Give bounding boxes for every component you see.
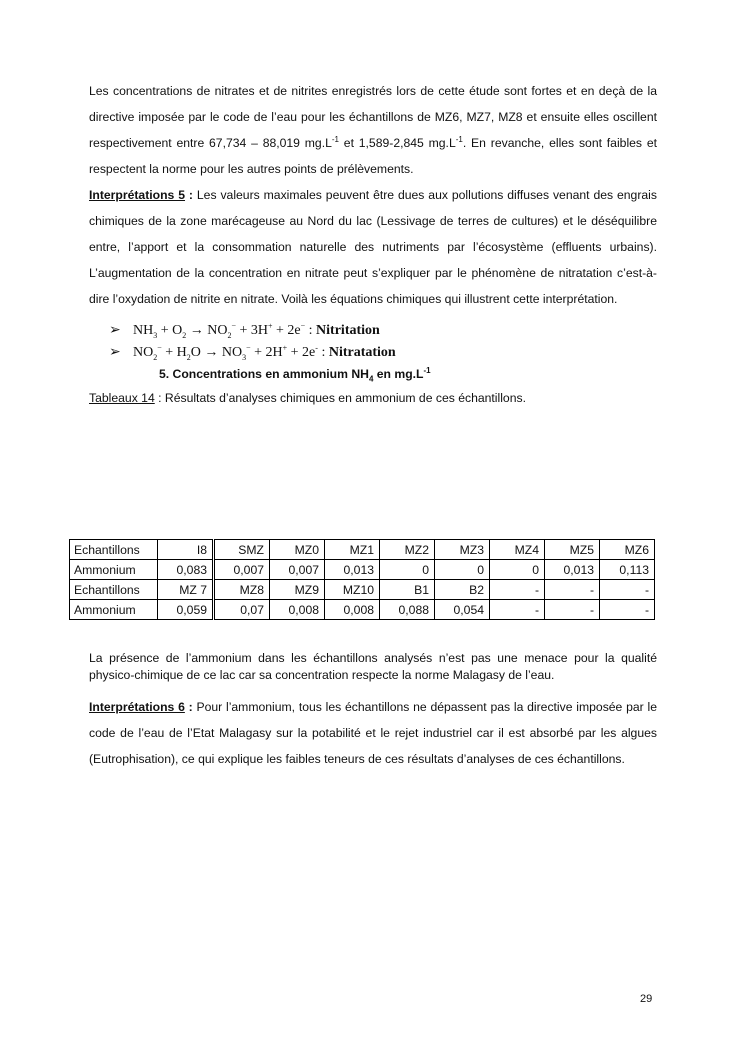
- table-cell: MZ 7: [158, 580, 214, 600]
- table-row: [70, 600, 655, 620]
- table-cell: 0: [380, 560, 435, 580]
- paragraph-ammonium: La présence de l’ammonium dans les échantillons analysés n’est pas une menace pour la qualité physico-chimique de ce lac car sa concentration respecte la norme Malagasy de l’eau.: [89, 651, 657, 682]
- table-row: [70, 560, 655, 580]
- table-row: [70, 540, 655, 560]
- equation-nitratation: ➢ $NO_2^- + H_2O \to NO_3^- + 2H^+ + 2e^-$ : Nitratation: [109, 342, 677, 364]
- table-cell: B1: [380, 580, 435, 600]
- table-cell: 0,088: [380, 600, 435, 620]
- table-cell: I8: [158, 540, 214, 560]
- page-number: 29: [640, 993, 653, 1005]
- table-cell: 0,083: [158, 560, 214, 580]
- table-cell: MZ1: [325, 540, 380, 560]
- table-cell: 0,008: [325, 600, 380, 620]
- equation-nitritation: ➢ $NH_3 + O_2 \to NO_2^- + 3H^+ + 2e^-$ : Nitritation: [109, 320, 677, 342]
- arrow-bullet-icon: ➢: [109, 323, 121, 338]
- table-cell: -: [600, 580, 655, 600]
- table-cell: SMZ: [214, 540, 270, 560]
- table-cell: -: [600, 600, 655, 620]
- paragraph-nitrates: Les concentrations de nitrates et de nitrites enregistrés lors de cette étude sont fortes et en deçà de la directive imposée par le code de l’eau pour les échantillons de MZ6, MZ7, MZ8 et ensuite elles oscillent respectivement entre 67,734 – 88,019 $mg.L^{-1}$ et 1,589-2,845 $mg.L^{-1}$. En revanche, elles sont faibles et respectent la norme pour les autres points de prélèvements.: [89, 84, 657, 176]
- table-cell: MZ4: [490, 540, 545, 560]
- row-header-cell: Echantillons: [70, 580, 158, 600]
- table-cell: -: [490, 600, 545, 620]
- table-cell: 0: [490, 560, 545, 580]
- table-caption: Tableaux 14 : Résultats d’analyses chimiques en ammonium de ces échantillons.: [89, 391, 526, 405]
- table-cell: MZ2: [380, 540, 435, 560]
- ammonium-table: [69, 539, 655, 620]
- arrow-bullet-icon: ➢: [109, 345, 121, 360]
- row-header-cell: Echantillons: [70, 540, 158, 560]
- table-cell: 0,113: [600, 560, 655, 580]
- table-cell: 0,013: [545, 560, 600, 580]
- table-cell: -: [545, 580, 600, 600]
- interpretation-6-label: Interprétations 6: [89, 700, 185, 714]
- page-body-lower: [89, 650, 657, 772]
- table-cell: 0,059: [158, 600, 214, 620]
- row-header-cell: Ammonium: [70, 560, 158, 580]
- table-cell: 0,013: [325, 560, 380, 580]
- row-header-cell: Ammonium: [70, 600, 158, 620]
- page-body: [89, 78, 657, 408]
- table-cell: 0,054: [435, 600, 490, 620]
- table-cell: 0,007: [270, 560, 325, 580]
- table-cell: MZ8: [214, 580, 270, 600]
- table-cell: B2: [435, 580, 490, 600]
- table-cell: 0: [435, 560, 490, 580]
- interpretation-5-label: Interprétations 5: [89, 188, 186, 202]
- table-cell: 0,007: [214, 560, 270, 580]
- table-cell: MZ9: [270, 580, 325, 600]
- interpretation-6: Interprétations 6 : Pour l’ammonium, tous les échantillons ne dépassent pas la directive imposée par le code de l’eau de l’Etat Malagasy sur la potabilité et le rejet industriel car il est absorbé par les algues (Eutrophisation), ce qui explique les faibles teneurs de ces résultats d’analyses de ces échantillons.: [89, 700, 657, 766]
- table-cell: MZ0: [270, 540, 325, 560]
- table-cell: MZ10: [325, 580, 380, 600]
- interpretation-5: Interprétations 5 : Les valeurs maximales peuvent être dues aux pollutions diffuses venant des engrais chimiques de la zone marécageuse au Nord du lac (Lessivage de terres de cultures) et le déséquilibre entre, l’apport et la consommation naturelle des nutriments par l’écosystème (effluents urbains). L’augmentation de la concentration en nitrate peut s’expliquer par le phénomène de nitratation c’est-à-dire l’oxydation de nitrite en nitrate. Voilà les équations chimiques qui illustrent cette interprétation.: [89, 188, 657, 306]
- table-cell: MZ6: [600, 540, 655, 560]
- table-row: [70, 580, 655, 600]
- section-heading: 5. Concentrations en ammonium $NH_4$ en $mg.L^{-1}$: [159, 365, 431, 384]
- table-cell: -: [490, 580, 545, 600]
- table-cell: MZ5: [545, 540, 600, 560]
- table-cell: -: [545, 600, 600, 620]
- table-cell: 0,07: [214, 600, 270, 620]
- table-cell: MZ3: [435, 540, 490, 560]
- table-cell: 0,008: [270, 600, 325, 620]
